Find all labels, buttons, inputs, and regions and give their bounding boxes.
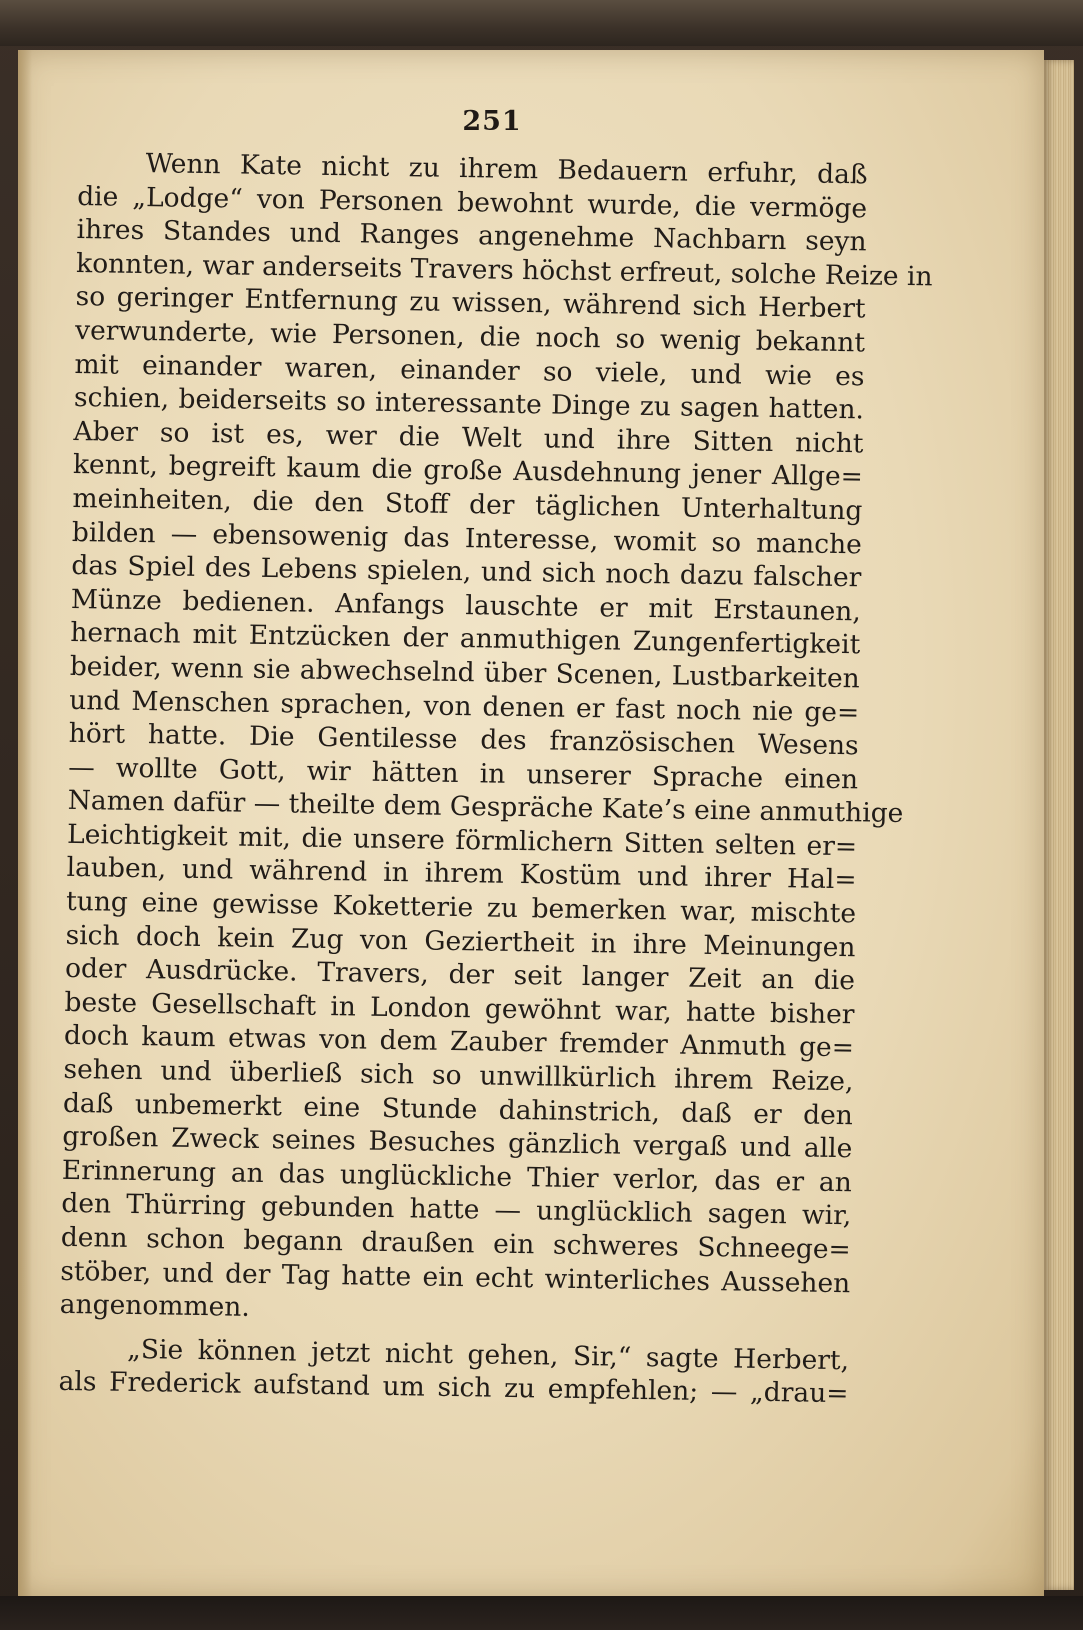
text-line: mit einander waren, einander so viele, und wie es <box>74 348 865 392</box>
text-line: stöber, und der Tag hatte ein echt winterliches Aussehen <box>60 1255 851 1299</box>
text-line: den Thürring gebunden hatte — unglücklich sagen wir, <box>61 1188 852 1232</box>
text-line: Münze bedienen. Anfangs lauschte er mit Erstaunen, <box>70 583 862 628</box>
text-line: hört hatte. Die Gentilesse des französischen Wesens <box>68 718 859 762</box>
text-line: angenommen. <box>59 1289 250 1324</box>
text-line: denn schon begann draußen ein schweres Schneege= <box>60 1221 852 1266</box>
text-line: als Frederick aufstand um sich zu empfehlen; — „drau= <box>58 1366 849 1410</box>
text-line: ihres Standes und Ranges angenehme Nachbarn seyn <box>76 214 867 258</box>
text-line: verwunderte, wie Personen, die noch so wenig bekannt <box>74 314 866 359</box>
text-line: lauben, und während in ihrem Kostüm und ihrer Hal= <box>66 852 857 896</box>
book-cover-bottom <box>0 1596 1083 1630</box>
page-edges <box>1044 60 1074 1590</box>
text-line: beider, wenn sie abwechselnd über Scenen, Lustbarkeiten <box>69 650 860 695</box>
text-line: sich doch kein Zug von Geziertheit in ihre Meinungen <box>65 919 856 963</box>
text-line: Leichtigkeit mit, die unsere förmlichern Sitten selten er= <box>66 818 858 863</box>
text-line: hernach mit Entzücken der anmuthigen Zungenfertigkeit <box>70 617 861 661</box>
text-line: Erinnerung an das unglückliche Thier verlor, das er an <box>61 1154 853 1199</box>
text-line: die „Lodge“ von Personen bewohnt wurde, die vermöge <box>76 180 868 224</box>
text-line: großen Zweck seines Besuches gänzlich vergaß und alle <box>62 1121 853 1165</box>
text-line: daß unbemerkt eine Stunde dahinstrich, daß er den <box>62 1087 854 1131</box>
text-line: kennt, begreift kaum die große Ausdehnung jener Allge= <box>72 449 864 493</box>
page-number: 251 <box>462 106 522 137</box>
text-line: Namen dafür — theilte dem Gespräche Kate’s eine anmuthige <box>67 785 904 830</box>
body-text <box>58 146 933 1411</box>
text-line: schien, beiderseits so interessante Dinge zu sagen hatten. <box>73 382 865 426</box>
text-line: beste Gesellschaft in London gewöhnt war, hatte bisher <box>64 986 855 1031</box>
text-line: meinheiten, die den Stoff der täglichen Unterhaltung <box>72 482 863 527</box>
text-line: Wenn Kate nicht zu ihrem Bedauern erfuhr, daß <box>145 148 868 191</box>
text-line: so geringer Entfernung zu wissen, während sich Herbert <box>75 281 866 325</box>
text-line: bilden — ebensowenig das Interesse, womit so manche <box>71 516 863 560</box>
text-line: das Spiel des Lebens spielen, und sich noch dazu falscher <box>71 550 862 594</box>
page-gutter <box>18 50 32 1598</box>
text-line: doch kaum etwas von dem Zauber fremder Anmuth ge= <box>63 1020 855 1064</box>
text-line: tung eine gewisse Koketterie zu bemerken war, mischte <box>65 885 857 930</box>
text-line: sehen und überließ sich so unwillkürlich ihrem Reize, <box>63 1053 854 1098</box>
text-line: „Sie können jetzt nicht gehen, Sir,“ sagte Herbert, <box>126 1333 850 1377</box>
text-line: oder Ausdrücke. Travers, der seit langer Zeit an die <box>64 953 856 997</box>
text-line: und Menschen sprachen, von denen er fast noch nie ge= <box>69 684 860 728</box>
text-line: Aber so ist es, wer die Welt und ihre Sitten nicht <box>73 415 864 460</box>
book-cover-top <box>0 0 1083 46</box>
text-line: konnten, war anderseits Travers höchst erfreut, solche Reize in <box>75 247 933 293</box>
text-line: — wollte Gott, wir hätten in unserer Sprache einen <box>67 751 859 796</box>
